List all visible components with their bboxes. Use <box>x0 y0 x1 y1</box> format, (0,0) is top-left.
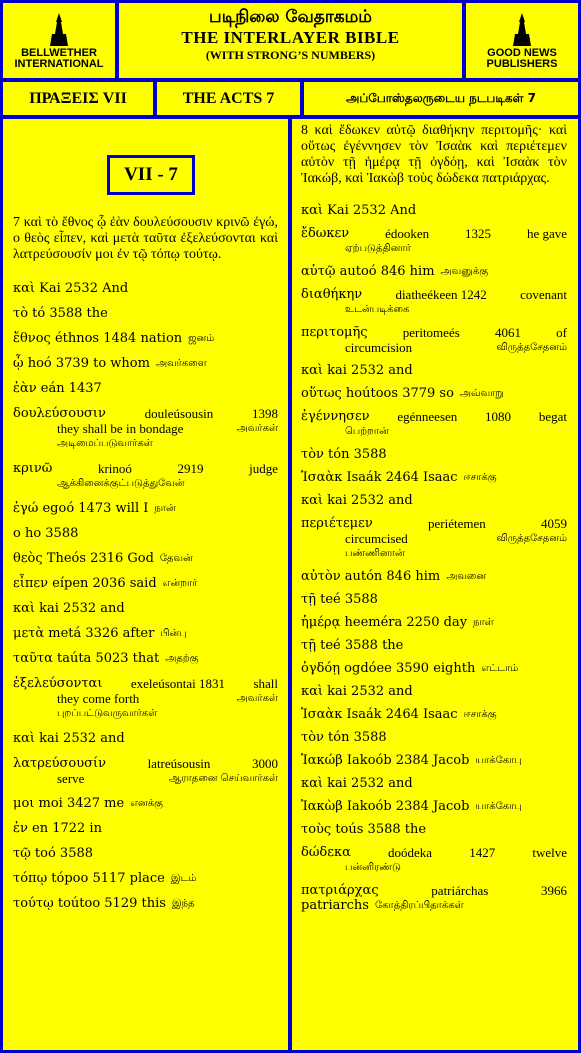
word-entry <box>301 592 567 607</box>
gloss-text: diatheékeen 1242 <box>395 287 487 302</box>
greek-word: Ἰσαὰκ Isaák 2464 Isaac <box>301 707 458 722</box>
word-entry-line <box>301 883 567 898</box>
word-entry-line <box>13 846 278 861</box>
gloss-text: covenant <box>520 287 567 302</box>
left-content <box>13 215 278 921</box>
word-entry <box>13 626 278 641</box>
word-entry-line <box>13 306 278 321</box>
word-entry-line <box>301 822 567 837</box>
logo-left-line2: INTERNATIONAL <box>14 57 104 70</box>
tamil-gloss: யாக்கோபு <box>475 755 522 766</box>
word-entry <box>301 264 567 279</box>
word-entry <box>13 651 278 666</box>
word-entry-line <box>13 576 278 591</box>
greek-word: καὶ kai 2532 and <box>13 601 125 616</box>
gloss-text: begat <box>538 409 567 424</box>
word-entry-line <box>301 302 567 317</box>
greek-word: Ἰακώβ Iakoób 2384 Jacob <box>301 753 470 768</box>
word-entry-line <box>301 531 567 546</box>
greek-word: λατρεύσουσίν <box>13 756 106 771</box>
word-entry-line <box>13 691 278 706</box>
greek-word: αὐτῷ autoó 846 him <box>301 264 435 279</box>
word-entry <box>301 661 567 676</box>
greek-word: καὶ kai 2532 and <box>301 776 413 791</box>
word-entry <box>301 363 567 378</box>
gloss-text: he gave <box>526 226 567 241</box>
gloss-text: circumcised <box>345 531 408 546</box>
tamil-gloss: அவ்வாறு <box>459 388 504 399</box>
greek-word: εἶπεν eípen 2036 said <box>13 576 157 591</box>
word-entry <box>13 551 278 566</box>
word-entry-line <box>13 796 278 811</box>
word-entry <box>13 821 278 836</box>
gloss-text: egénneesen <box>397 409 458 424</box>
logo-right-line2: PUBLISHERS <box>486 57 558 70</box>
word-entry <box>301 325 567 355</box>
tamil-gloss: அவர்கள் <box>236 693 278 704</box>
word-entry-line <box>301 264 567 279</box>
greek-word: δώδεκα <box>301 845 351 860</box>
word-entry-line <box>13 551 278 566</box>
word-entry-line <box>301 340 567 355</box>
word-entry <box>301 569 567 584</box>
word-entry <box>13 796 278 811</box>
greek-word: μετὰ metá 3326 after <box>13 626 155 641</box>
tamil-gloss: இடம் <box>170 873 197 884</box>
word-entry <box>13 601 278 616</box>
greek-word: δουλεύσουσιν <box>13 406 106 421</box>
gloss-text: shall <box>253 676 278 691</box>
gloss-text: they shall be in bondage <box>57 421 184 436</box>
greek-word: διαθήκην <box>301 287 363 302</box>
word-entry-line <box>13 651 278 666</box>
word-entry <box>13 306 278 321</box>
word-entry <box>13 676 278 721</box>
word-entry <box>301 615 567 630</box>
word-entry <box>301 799 567 814</box>
greek-word: ἐξελεύσονται <box>13 676 103 691</box>
greek-word: ᾧ hoó 3739 to whom <box>13 356 150 371</box>
left-word-list <box>13 281 278 911</box>
logo-left-line1: BELLWETHER <box>21 46 97 59</box>
title-english: THE INTERLAYER BIBLE <box>181 28 400 47</box>
word-entry-line <box>301 898 567 913</box>
greek-word: κρινῶ <box>13 461 53 476</box>
word-entry-line <box>13 421 278 436</box>
tamil-gloss: விருத்தசேதனம் <box>496 342 567 353</box>
tamil-gloss: அடிமைப்படுவார்கள் <box>57 438 153 449</box>
tamil-gloss: என்றார் <box>162 578 198 589</box>
tamil-gloss: கோத்திரப்பிதாக்கள் <box>374 900 464 911</box>
gloss-text: peritomeés <box>402 325 460 340</box>
greek-word: καὶ Kai 2532 And <box>301 203 417 218</box>
word-entry-line <box>13 331 278 346</box>
tamil-gloss: எட்டாம் <box>481 663 519 674</box>
greek-word: περιτομῆς <box>301 325 368 340</box>
gloss-text: they come forth <box>57 691 140 706</box>
greek-word: τὸ tó 3588 the <box>13 306 108 321</box>
book-greek: ΠΡΑΞΕΙΣ VII <box>3 82 153 115</box>
tamil-gloss: பண்ணினான் <box>345 548 405 559</box>
greek-word: καὶ kai 2532 and <box>301 493 413 508</box>
word-entry <box>13 406 278 451</box>
tamil-gloss: யாக்கோபு <box>475 801 522 812</box>
gloss-text: latreúsousin <box>147 756 211 771</box>
tamil-gloss: அவனுக்கு <box>440 266 489 277</box>
gloss-text: twelve <box>532 845 567 860</box>
word-entry-line <box>13 706 278 721</box>
word-entry <box>301 845 567 875</box>
word-entry-line <box>301 470 567 485</box>
verse-label: VII - 7 <box>107 155 195 195</box>
word-entry <box>301 883 567 913</box>
word-entry <box>301 638 567 653</box>
word-entry-line <box>13 871 278 886</box>
verse-7-text: 7 καὶ τὸ ἔθνος ᾧ ἐὰν δουλεύσουσιν κρινῶ ἐγώ, ο θεὸς εἶπεν, καὶ μετὰ ταῦτα ἐξελεύσονται καὶ λατρεύσουσίν μοι ἐν τῷ τόπῳ τούτῳ. <box>13 215 278 262</box>
word-entry <box>13 356 278 371</box>
gloss-text: judge <box>249 461 278 476</box>
greek-word: τούτῳ toútoo 5129 this <box>13 896 166 911</box>
greek-word: τῇ teé 3588 the <box>301 638 404 653</box>
gloss-text: 1325 <box>465 226 492 241</box>
word-entry-line <box>13 406 278 421</box>
greek-word: τοὺς toús 3588 the <box>301 822 427 837</box>
greek-word: ἔδωκεν <box>301 226 350 241</box>
word-entry <box>13 281 278 296</box>
word-entry <box>13 756 278 786</box>
word-entry <box>13 526 278 541</box>
gloss-text: 1398 <box>251 406 278 421</box>
word-entry-line <box>13 501 278 516</box>
word-entry-line <box>301 776 567 791</box>
right-column <box>292 119 578 1050</box>
word-entry-line <box>301 386 567 401</box>
good-news-logo <box>466 3 578 78</box>
word-entry <box>301 287 567 317</box>
tamil-gloss: பன்னிரண்டு <box>345 862 401 873</box>
word-entry <box>301 730 567 745</box>
word-entry-line <box>301 615 567 630</box>
word-entry <box>301 822 567 837</box>
greek-word: οὕτως hoútoos 3779 so <box>301 386 454 401</box>
bell-tower-icon <box>511 12 533 48</box>
logo-right-line1: GOOD NEWS <box>487 46 557 59</box>
greek-word: περιέτεμεν <box>301 516 373 531</box>
greek-word: ἡμέρᾳ heeméra 2250 day <box>301 615 468 630</box>
tamil-gloss: அவனை <box>446 571 487 582</box>
word-entry <box>13 331 278 346</box>
word-entry <box>301 516 567 561</box>
word-entry <box>13 461 278 491</box>
greek-word: καὶ kai 2532 and <box>13 731 125 746</box>
tamil-gloss: பெற்றான் <box>345 426 389 437</box>
word-entry-line <box>13 756 278 771</box>
tamil-gloss: ஈசாக்கு <box>463 709 497 720</box>
word-entry <box>13 896 278 911</box>
gloss-text: patriárchas <box>431 883 489 898</box>
left-column <box>3 119 288 1050</box>
title-subtitle: (WITH STRONG’S NUMBERS) <box>205 48 376 62</box>
word-entry-line <box>13 281 278 296</box>
gloss-text: 3000 <box>251 756 278 771</box>
word-entry <box>13 501 278 516</box>
tamil-gloss: அவர்களை <box>155 358 207 369</box>
greek-word: τὸν tón 3588 <box>301 447 387 462</box>
gloss-text: 1080 <box>485 409 512 424</box>
word-entry-line <box>301 241 567 256</box>
word-entry-line <box>13 436 278 451</box>
word-entry-line <box>301 860 567 875</box>
gloss-text: 3966 <box>541 883 567 898</box>
greek-word: ἐγώ egoó 1473 will I <box>13 501 149 516</box>
greek-word: καὶ kai 2532 and <box>301 363 413 378</box>
greek-word: τὸν tón 3588 <box>301 730 387 745</box>
gloss-text: 4059 <box>541 516 567 531</box>
word-entry-line <box>301 287 567 302</box>
word-entry <box>13 731 278 746</box>
word-entry-line <box>301 409 567 424</box>
word-entry-line <box>13 676 278 691</box>
word-entry-line <box>301 799 567 814</box>
word-entry <box>13 871 278 886</box>
word-entry <box>301 386 567 401</box>
word-entry-line <box>301 203 567 218</box>
word-entry-line <box>13 356 278 371</box>
greek-word: Ἰσαὰκ Isaák 2464 Isaac <box>301 470 458 485</box>
word-entry-line <box>13 601 278 616</box>
bellwether-logo <box>3 3 115 78</box>
word-entry-line <box>301 753 567 768</box>
word-entry-line <box>301 661 567 676</box>
greek-word: patriarchs <box>301 898 369 913</box>
word-entry <box>301 409 567 439</box>
word-entry-line <box>301 424 567 439</box>
word-entry <box>301 447 567 462</box>
word-entry-line <box>301 546 567 561</box>
greek-word: ταῦτα taúta 5023 that <box>13 651 160 666</box>
gloss-text: édooken <box>385 226 430 241</box>
tamil-gloss: நான் <box>154 503 176 514</box>
word-entry-line <box>301 707 567 722</box>
word-entry <box>13 576 278 591</box>
tamil-gloss: எனக்கு <box>130 798 163 809</box>
word-entry <box>301 470 567 485</box>
greek-word: Ἰακὼβ Iakoób 2384 Jacob <box>301 799 470 814</box>
tamil-gloss: ஈசாக்கு <box>463 472 497 483</box>
word-entry-line <box>301 845 567 860</box>
word-entry-line <box>13 896 278 911</box>
greek-word: ἔθνος éthnos 1484 nation <box>13 331 183 346</box>
word-entry-line <box>13 381 278 396</box>
word-entry <box>13 381 278 396</box>
greek-word: ὀγδόῃ ogdóee 3590 eighth <box>301 661 476 676</box>
tamil-gloss: இந்த <box>171 898 195 909</box>
tamil-gloss: அதற்கு <box>165 653 199 664</box>
word-entry-line <box>13 526 278 541</box>
verse-8-text: 8 καὶ ἔδωκεν αὐτῷ διαθήκην περιτομῆς· καὶ οὕτως ἐγέννησεν τὸν Ἰσαὰκ καὶ περιέτεμεν αὐτὸν τῇ ἡμέρᾳ τῇ ὀγδόῃ, καὶ Ἰσαὰκ τὸν Ἰακώβ, καὶ Ἰακὼβ τοὺς δώδεκα πατριάρχας. <box>301 123 567 186</box>
word-entry-line <box>301 516 567 531</box>
gloss-text: of <box>556 325 567 340</box>
word-entry-line <box>301 684 567 699</box>
greek-word: ἐγέννησεν <box>301 409 370 424</box>
title-tamil: படிநிலை வேதாகமம் <box>209 7 372 27</box>
tamil-gloss: தேவன் <box>159 553 193 564</box>
tamil-gloss: விருத்தசேதனம் <box>496 533 567 544</box>
gloss-text: circumcision <box>345 340 413 355</box>
word-entry-line <box>301 638 567 653</box>
word-entry <box>301 493 567 508</box>
page-title-block <box>119 3 462 78</box>
tamil-gloss: நாள் <box>473 617 494 628</box>
greek-word: θεὸς Theós 2316 God <box>13 551 154 566</box>
greek-word: ἐν en 1722 in <box>13 821 102 836</box>
word-entry-line <box>13 476 278 491</box>
right-content <box>301 123 567 921</box>
gloss-text: 4061 <box>494 325 521 340</box>
word-entry <box>13 846 278 861</box>
greek-word: ἐὰν eán 1437 <box>13 381 102 396</box>
right-word-list <box>301 203 567 913</box>
greek-word: μοι moi 3427 me <box>13 796 125 811</box>
word-entry-line <box>13 461 278 476</box>
greek-word: καὶ kai 2532 and <box>301 684 413 699</box>
tamil-gloss: ஜனம் <box>188 333 215 344</box>
gloss-text: 2919 <box>177 461 204 476</box>
word-entry-line <box>301 493 567 508</box>
tamil-gloss: அவர்கள் <box>236 423 278 434</box>
greek-word: αὐτὸν autón 846 him <box>301 569 441 584</box>
greek-word: τῷ toó 3588 <box>13 846 94 861</box>
greek-word: πατριάρχας <box>301 883 379 898</box>
word-entry-line <box>301 592 567 607</box>
word-entry <box>301 203 567 218</box>
book-tamil: அப்போஸ்தலருடைய நடபடிகள் 7 <box>304 82 578 115</box>
gloss-text: douleúsousin <box>144 406 214 421</box>
bell-tower-icon <box>48 12 70 48</box>
tamil-gloss: ஆராதனை செய்வார்கள் <box>168 773 278 784</box>
greek-word: τῇ teé 3588 <box>301 592 378 607</box>
gloss-text: serve <box>57 771 85 786</box>
gloss-text: 1427 <box>469 845 496 860</box>
word-entry-line <box>13 821 278 836</box>
word-entry-line <box>13 731 278 746</box>
gloss-text: exeleúsontai 1831 <box>130 676 226 691</box>
word-entry-line <box>13 626 278 641</box>
greek-word: ο ho 3588 <box>13 526 79 541</box>
word-entry-line <box>301 325 567 340</box>
book-english: THE ACTS 7 <box>157 82 300 115</box>
tamil-gloss: ஆக்கினைக்குட்படுத்துவேன் <box>57 478 185 489</box>
gloss-text: periétemen <box>428 516 486 531</box>
word-entry-line <box>13 771 278 786</box>
tamil-gloss: புறப்பட்டுவருவார்கள் <box>57 708 158 719</box>
greek-word: καὶ Kai 2532 And <box>13 281 129 296</box>
gloss-text: krinoó <box>97 461 132 476</box>
tamil-gloss: ஏற்படுத்தினார் <box>345 243 411 254</box>
word-entry <box>301 776 567 791</box>
word-entry <box>301 684 567 699</box>
word-entry-line <box>301 226 567 241</box>
word-entry-line <box>301 730 567 745</box>
word-entry <box>301 753 567 768</box>
greek-word: τόπῳ tópoo 5117 place <box>13 871 165 886</box>
tamil-gloss: பின்பு <box>160 628 187 639</box>
tamil-gloss: உடன்படிக்கை <box>345 304 410 315</box>
word-entry <box>301 226 567 256</box>
word-entry-line <box>301 569 567 584</box>
word-entry-line <box>301 363 567 378</box>
gloss-text: doódeka <box>388 845 433 860</box>
word-entry-line <box>301 447 567 462</box>
word-entry <box>301 707 567 722</box>
